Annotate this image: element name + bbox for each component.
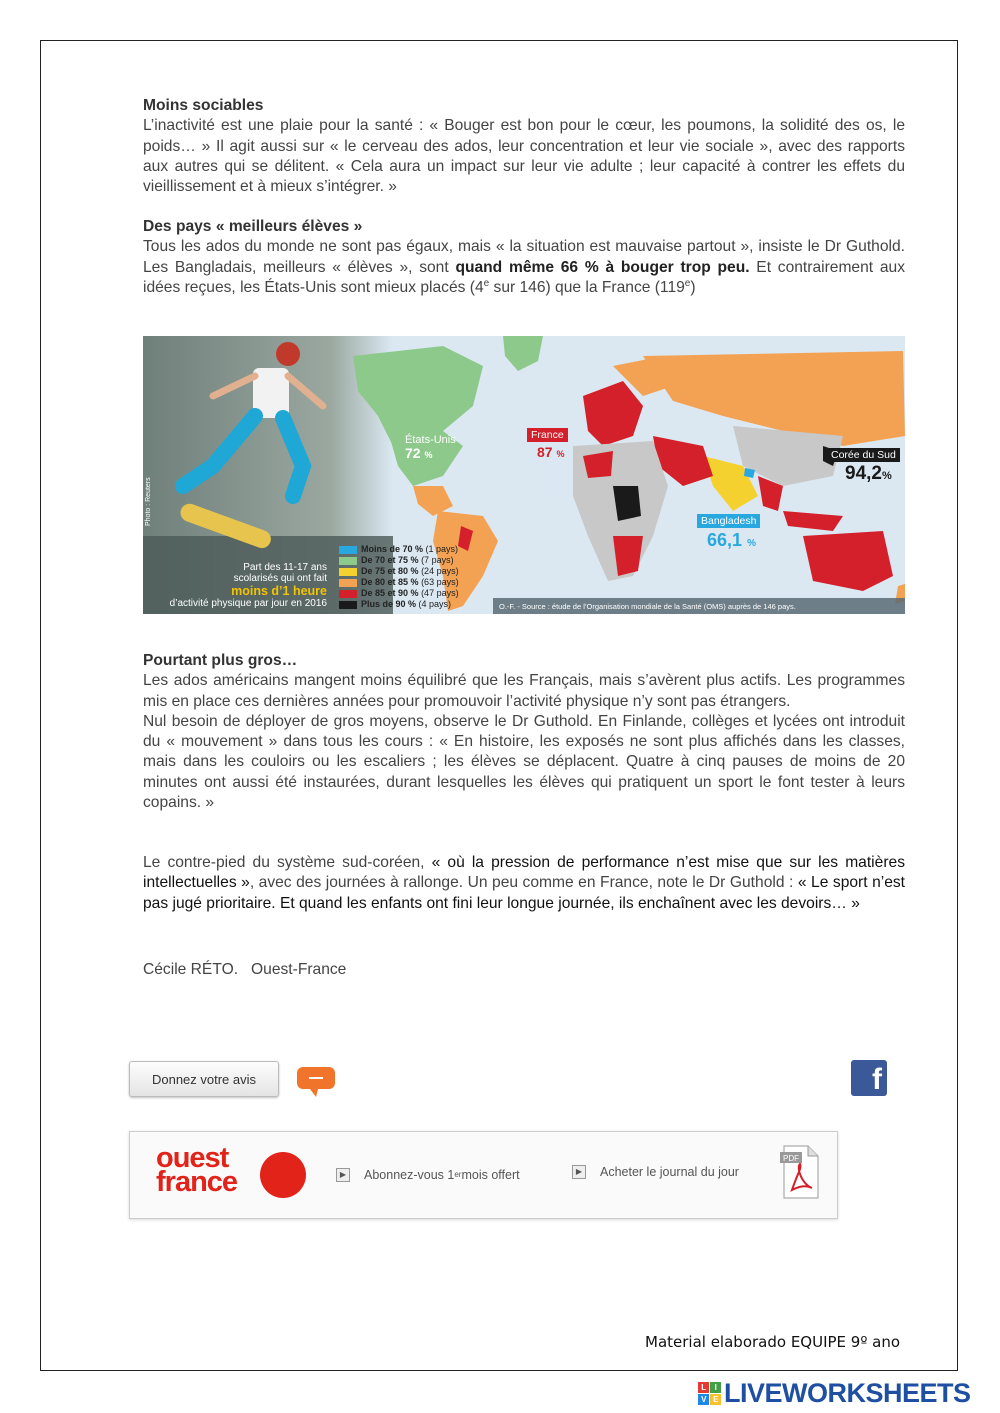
- legend-item: De 80 et 85 % (63 pays): [339, 577, 459, 588]
- ouest-france-logo[interactable]: ouest france: [156, 1142, 238, 1198]
- section-paragraph: Tous les ados du monde ne sont pas égaux, mais « la situation est mauvaise partout », insiste le Dr Guthold. Les Bangladais, meilleurs « élèves », sont quand même 66 % à bouger trop peu. Et contrairement aux idées reçues, les États-Unis sont mieux placés (4e sur 146) que la France (119e): [143, 238, 905, 296]
- map-source: O.-F. - Source : étude de l’Organisation mondiale de la Santé (OMS) auprès de 146 pays.: [499, 602, 796, 611]
- section-paragraph: Le contre-pied du système sud-coréen, « où la pression de performance n’est mise que sur les matières intellectuelles », avec des journées à rallonge. Un peu comme en France, note le Dr Guthold : « Le sport n’est pas jugé prioritaire. Et quand les enfants ont fini leur longue journée, ils enchaînent avec les devoirs… »: [143, 854, 906, 912]
- section-sud-coreen: [143, 853, 905, 914]
- legend-item: De 70 et 75 % (7 pays): [339, 555, 459, 566]
- chevron-right-icon: ▶: [336, 1168, 350, 1182]
- france-tag: France: [527, 428, 568, 442]
- region-southern-africa: [613, 536, 643, 576]
- bangladesh-value: 66,1 %: [707, 530, 756, 550]
- legend-item: De 85 et 90 % (47 pays): [339, 588, 459, 599]
- footer-credit: Material elaborado EQUIPE 9º ano: [645, 1333, 901, 1351]
- section-moins-sociables: [143, 96, 905, 197]
- map-legend: [339, 544, 459, 610]
- ouest-france-banner: [129, 1131, 838, 1219]
- ouest-france-logo-icon: [260, 1152, 306, 1198]
- legend-swatch: [339, 557, 357, 565]
- legend-swatch: [339, 601, 357, 609]
- region-australia: [803, 531, 893, 591]
- legend-swatch: [339, 546, 357, 554]
- bangladesh-tag: Bangladesh: [697, 514, 760, 528]
- world-map-infographic: [143, 336, 905, 614]
- section-title: Des pays « meilleurs élèves »: [143, 218, 363, 235]
- region-greenland: [503, 336, 543, 371]
- svg-text:PDF: PDF: [783, 1154, 799, 1163]
- comment-bubble-icon[interactable]: [296, 1066, 336, 1098]
- pdf-icon[interactable]: [780, 1144, 820, 1200]
- legend-swatch: [339, 568, 357, 576]
- legend-swatch: [339, 590, 357, 598]
- give-opinion-button[interactable]: Donnez votre avis: [129, 1061, 279, 1097]
- south-korea-tag: Corée du Sud: [827, 448, 900, 462]
- chevron-right-icon: ▶: [572, 1165, 586, 1179]
- map-caption: Part des 11-17 ans scolarisés qui ont fait moins d’1 heure d’activité physique par jour en 2016: [169, 562, 327, 609]
- section-pourtant-plus-gros: [143, 651, 905, 813]
- facebook-icon[interactable]: f: [851, 1060, 887, 1096]
- liveworksheets-brand[interactable]: L I V E LIVEWORKSHEETS: [698, 1378, 971, 1409]
- france-value: 87 %: [537, 444, 565, 460]
- section-title: Moins sociables: [143, 97, 264, 114]
- section-title: Pourtant plus gros…: [143, 652, 298, 669]
- region-central-america: [413, 486, 453, 516]
- section-paragraph: Les ados américains mangent moins équilibré que les Français, mais s’avèrent plus actifs. Les programmes mis en place ces dernières années pour promouvoir l’activité physique n’y sont pas étrangers.: [143, 672, 905, 710]
- usa-label: États-Unis 72 %: [405, 434, 456, 461]
- buy-newspaper-link[interactable]: ▶ Acheter le journal du jour: [572, 1165, 739, 1179]
- region-europe: [583, 381, 643, 446]
- liveworksheets-logo-icon: L I V E: [698, 1382, 721, 1405]
- legend-item: Plus de 90 % (4 pays): [339, 599, 459, 610]
- south-korea-value: 94,2%: [845, 463, 892, 484]
- photo-credit: Photo : Reuters: [145, 477, 152, 526]
- section-paragraph: L’inactivité est une plaie pour la santé : « Bouger est bon pour le cœur, les poumons, la solidité des os, le poids… » Il agit aussi sur « le cerveau des ados, leur concentration et leur vie sociale », avec des rapports aux autres qui se délitent. « Cela aura un impact sur leur vie adulte ; leur capacité à contrer les effets du vieillissement et à mieux s’intégrer. »: [143, 117, 905, 196]
- subscribe-link[interactable]: ▶ Abonnez-vous 1 er mois offert: [336, 1168, 520, 1182]
- section-paragraph: Nul besoin de déployer de gros moyens, observe le Dr Guthold. En Finlande, collèges et lycées ont introduit du « mouvement » dans tous les cours : « En histoire, les exposés ne sont plus affichés dans les classes, mais dans les couloirs ou les escaliers ; les élèves se déplacent. Quatre à cinq pauses de moins de 20 minutes ont aussi été instaurées, durant lesquelles les élèves qui pratiquent un sport le font tester à leurs copains. »: [143, 712, 905, 812]
- legend-item: Moins de 70 % (1 pays): [339, 544, 459, 555]
- region-indonesia: [783, 511, 843, 531]
- section-meilleurs-eleves: [143, 217, 905, 298]
- legend-item: De 75 et 80 % (24 pays): [339, 566, 459, 577]
- legend-swatch: [339, 579, 357, 587]
- signature: Cécile RÉTO. Ouest-France: [143, 961, 347, 978]
